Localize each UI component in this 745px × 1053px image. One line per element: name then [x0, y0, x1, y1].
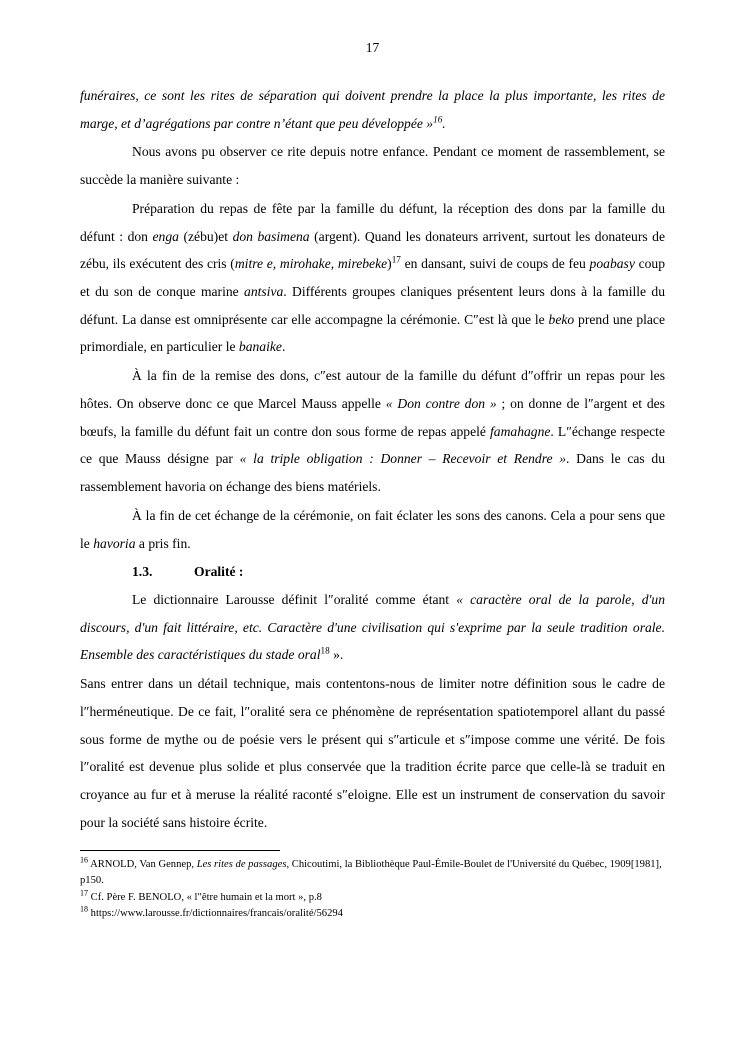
text-segment: en dansant, suivi de coups de feu [400, 256, 590, 272]
footnotes-section [80, 857, 665, 922]
text-segment: . Différents groupes claniques présentent leurs dons à la famille du défunt. La danse est omniprésente car elle accompagne la cérémonie. C″est là que le [80, 284, 665, 327]
footnote-item [80, 857, 665, 888]
text-segment: coup et du son de conque marine [80, 256, 665, 300]
footnote-ref-18: 18 [320, 645, 330, 656]
section-title: Oralité : [194, 564, 244, 580]
text-segment: . L″échange respecte ce que Mauss désigne par [80, 423, 665, 467]
text-segment: . Dans le cas du rassemblement havoria on échange des biens matériels. [80, 451, 665, 495]
term-beko: beko [548, 311, 575, 327]
footnote-ref-17: 17 [391, 254, 401, 265]
paragraph-fin-echange [80, 502, 665, 557]
text-segment: À la fin de cet échange de la cérémonie, on fait éclater les sons des canons. Cela a pour sens que le [80, 507, 665, 551]
footnote-text: ARNOLD, Van Gennep, [90, 859, 197, 871]
term-havoria: havoria [93, 535, 136, 551]
text-segment: À la fin de la remise des dons, c″est autour de la famille du défunt d″offrir un repas pour les hôtes. On observe donc ce que Marcel Mauss appelle [80, 368, 665, 411]
paragraph-preparation [80, 195, 665, 361]
footnote-number: 18 [80, 904, 88, 914]
text-segment: a pris fin. [135, 535, 191, 551]
text-segment: Le dictionnaire Larousse définit l″oralité comme étant [132, 591, 457, 607]
footnote-ref-16: 16 [433, 114, 443, 125]
text-segment: ». [329, 647, 344, 663]
term-antsiva: antsiva [244, 284, 284, 300]
footnote-url[interactable]: https://www.larousse.fr/dictionnaires/francais/oralité/56294 [90, 908, 343, 920]
footnote-number: 16 [80, 855, 88, 865]
paragraph-text-end: . [442, 115, 446, 131]
term-poabasy: poabasy [589, 256, 635, 272]
section-heading-oralite [80, 558, 665, 586]
paragraph-don-contre-don [80, 362, 665, 501]
paragraph-hermeneutique: Sans entrer dans un détail technique, mais contentons-nous de limiter notre définition sous le cadre de l″herméneutique. De ce fait, l″oralité sera ce phénomène de représentation spatiotemporel allant du passé sous forme de mythe ou de poésie vers le présent qui s″articule et s″impose comme une vérité. De fois l″oralité est devenue plus solide et plus conservée que la tradition écrite parce que celle-là se traduit en croyance au fur et à meruse la réalité raconté s″eloigne. Elle est un instrument de conservation du savoir pour la société sans histoire écrite. [80, 676, 665, 830]
footnote-number: 17 [80, 888, 88, 898]
footnote-text: Cf. Père F. BENOLO, « l″être humain et la mort », p.8 [90, 891, 322, 903]
term-cris: mitre e, mirohake, mirebeke [234, 256, 388, 272]
paragraph-observation: Nous avons pu observer ce rite depuis notre enfance. Pendant ce moment de rassemblement, se succède la manière suivante : [80, 144, 665, 188]
text-segment: prend une place primordiale, en particulier le [80, 311, 665, 355]
term-enga: enga [152, 228, 179, 244]
term-banaike: banaike [238, 339, 282, 355]
term-famahagne: famahagne [490, 423, 551, 439]
page-number: 17 [365, 40, 380, 55]
section-number: 1.3. [132, 564, 153, 580]
paragraph-continuation [80, 82, 665, 137]
footnote-text-end: , Chicoutimi, la Bibliothèque Paul-Émile-Boulet de l'Université du Québec, 1909[1981], p150. [80, 859, 662, 887]
footnote-title: Les rites de passages [196, 859, 287, 871]
text-segment: ; on donne de l″argent et des bœufs, la famille du défunt fait un contre don sous forme de repas appelé [80, 395, 665, 439]
quote-don-contre-don: « Don contre don » [385, 395, 497, 411]
term-don-basimena: don basimena [232, 228, 310, 244]
text-segment: . [281, 339, 286, 355]
footnote-item [80, 890, 665, 906]
footnote-separator [80, 850, 280, 851]
paragraph-text: funéraires, ce sont les rites de séparation qui doivent prendre la place la plus importante, les rites de marge, et d’agrégations par contre n’étant que peu développée » [80, 88, 665, 131]
text-segment: ) [387, 256, 392, 272]
text-segment: (zébu)et [178, 228, 233, 244]
text-segment: (argent). Quand les donateurs arrivent, surtout les donateurs de zébu, ils exécutent des cris ( [80, 228, 666, 272]
text-segment: Préparation du repas de fête par la famille du défunt, la réception des dons par la famille du défunt : don [80, 200, 665, 244]
quote-larousse: « caractère oral de la parole, d'un discours, d'un fait littéraire, etc. Caractère d'une civilisation qui s'exprime par la seule tradition orale. Ensemble des caractéristiques du stade oral [80, 591, 666, 663]
paragraph-larousse-definition [80, 586, 665, 669]
quote-triple-obligation: « la triple obligation : Donner – Recevoir et Rendre » [239, 451, 567, 467]
footnote-item [80, 906, 665, 922]
